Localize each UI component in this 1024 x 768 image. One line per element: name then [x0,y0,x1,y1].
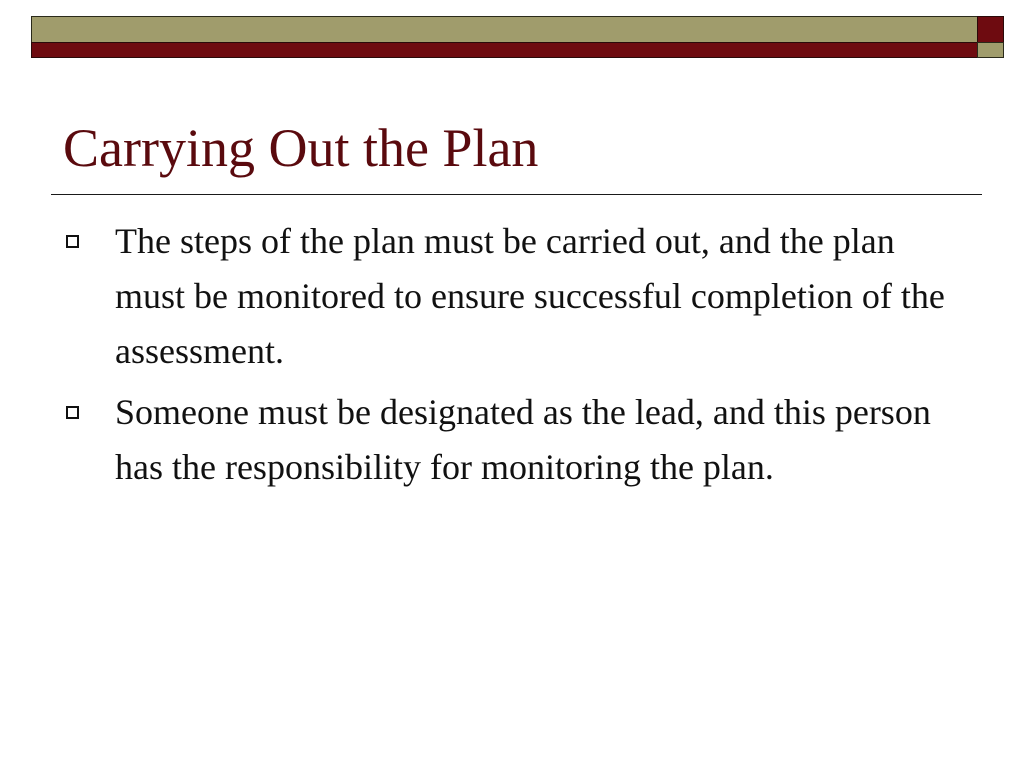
bullet-item [64,385,964,495]
hollow-square-bullet-icon [66,235,79,248]
header-band-red [31,42,978,58]
slide-title: Carrying Out the Plan [63,118,539,178]
header-band-olive [31,16,978,43]
bullet-text: The steps of the plan must be carried out, and the plan must be monitored to ensure successful completion of the assessment. [115,221,945,371]
bullet-list [64,214,964,501]
hollow-square-bullet-icon [66,406,79,419]
header-corner-red [977,16,1004,43]
title-divider [51,194,982,195]
bullet-text: Someone must be designated as the lead, and this person has the responsibility for monitoring the plan. [115,392,931,487]
bullet-item [64,214,964,379]
header-corner-olive [977,42,1004,58]
